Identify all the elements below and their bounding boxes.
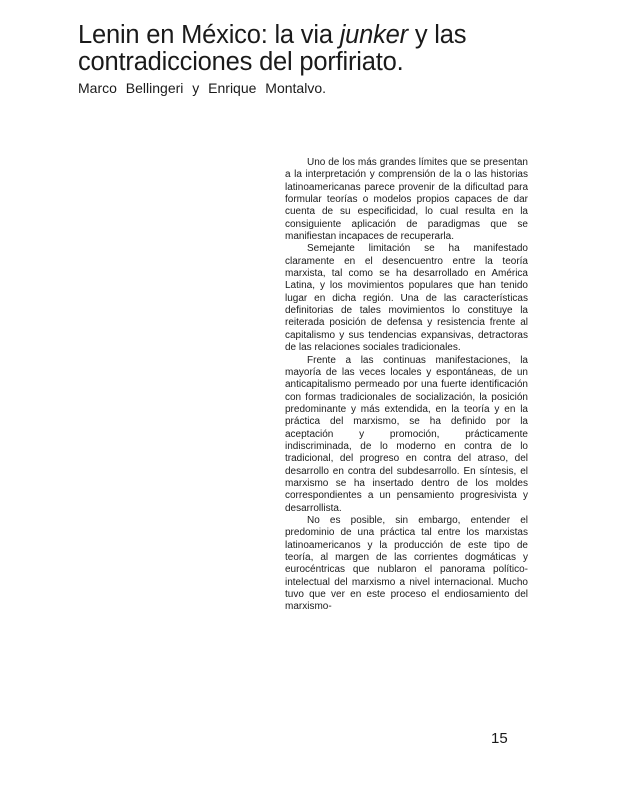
paragraph: Frente a las continuas manifestaciones, la mayoría de las veces locales y espontáneas, de un anticapitalismo permeado por una fuerte identificación con formas tradicionales de socialización, la posición predominante y más extendida, en la teoría y en la práctica del marxismo, se ha definido por la aceptación y promoción, prácticamente indiscriminada, de lo moderno en contra de lo tradicional, del progreso en contra del atraso, del desarrollo en contra del subdesarrollo. En síntesis, el marxismo se ha insertado dentro de los moldes correspondientes a un pensamiento progresivista y desarrollista. (285, 354, 528, 514)
paragraph: Uno de los más grandes límites que se presentan a la interpretación y comprensión de la o las historias latinoamericanas parece provenir de la dificultad para formular teorías o modelos propios capaces de dar cuenta de su especificidad, lo cual resulta en la consiguiente aplicación de paradigmas que se manifiestan incapaces de recuperarla. (285, 157, 528, 243)
title-line2: contradicciones del porfiriato. (78, 48, 404, 76)
paragraph: Semejante limitación se ha manifestado claramente en el desencuentro entre la teoría marxista, tal como se ha desarrollado en América Latina, y los movimientos populares que han tenido lugar en dicha región. Una de las características definitorias de tales movimientos lo constituye la reiterada posición de defensa y resistencia frente al capitalismo y sus tendencias expansivas, detractoras de las relaciones sociales tradicionales. (285, 243, 528, 354)
title-italic-word: junker (339, 21, 408, 49)
article-body (285, 157, 528, 614)
title-line1-end: y las (407, 21, 467, 49)
paragraph: No es posible, sin embargo, entender el predominio de una práctica tal entre los marxistas latinoamericanos y la producción de este tipo de teoría, al margen de las corrientes dogmáticas y eurocéntricas que nublaron el panorama político-intelectual del marxismo a nivel internacional. Mucho tuvo que ver en este proceso el endiosamiento del marxismo- (285, 514, 528, 613)
title-line1-start: Lenin en México: la via (78, 21, 340, 49)
article-title (78, 22, 598, 76)
article-authors: Marco Bellingeri y Enrique Montalvo. (78, 80, 326, 96)
page-number: 15 (491, 730, 508, 747)
